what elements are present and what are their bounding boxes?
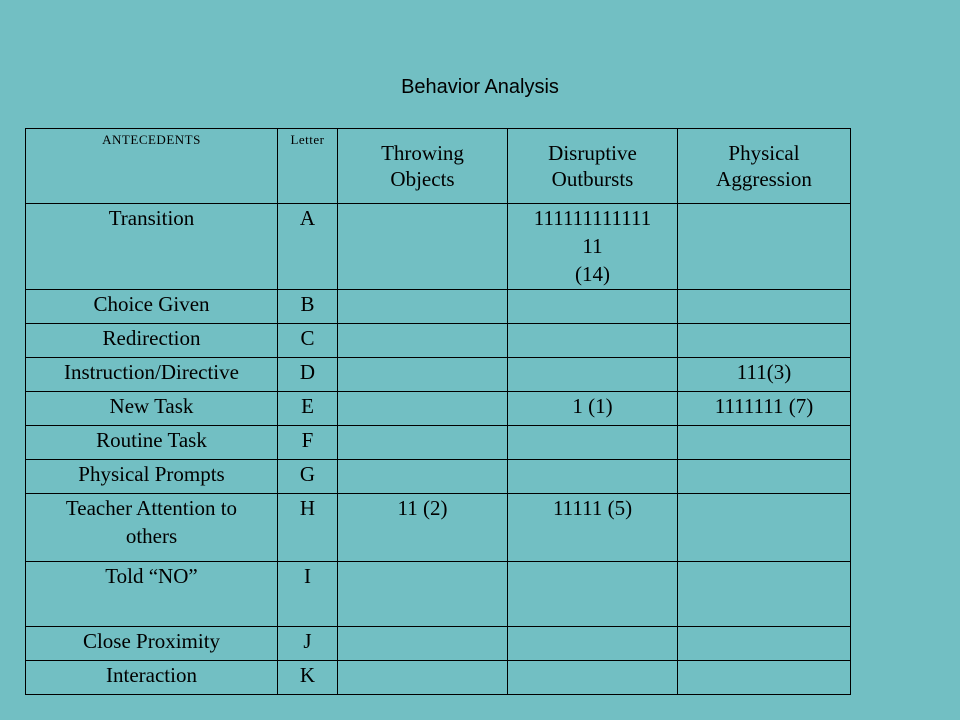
letter-cell: C: [278, 324, 338, 358]
table-row: [26, 290, 851, 324]
table-row: [26, 460, 851, 494]
antecedent-cell: Transition: [26, 204, 278, 290]
header-antecedents: ANTECEDENTS: [26, 129, 278, 204]
letter-cell: G: [278, 460, 338, 494]
disruptive-cell: [508, 661, 678, 695]
letter-cell: K: [278, 661, 338, 695]
letter-cell: B: [278, 290, 338, 324]
throwing-cell: [338, 290, 508, 324]
table-row: [26, 661, 851, 695]
disruptive-cell: [508, 290, 678, 324]
letter-cell: D: [278, 358, 338, 392]
physical-cell: [678, 627, 851, 661]
throwing-cell: [338, 324, 508, 358]
letter-cell: F: [278, 426, 338, 460]
header-throwing-objects: Throwing Objects: [338, 129, 508, 204]
table-row: [26, 562, 851, 627]
disruptive-cell: [508, 324, 678, 358]
header-disruptive-outbursts: Disruptive Outbursts: [508, 129, 678, 204]
physical-cell: [678, 426, 851, 460]
table-row: [26, 204, 851, 290]
table-row: [26, 426, 851, 460]
disruptive-cell: [508, 627, 678, 661]
letter-cell: H: [278, 494, 338, 562]
table-row: [26, 392, 851, 426]
header-letter: Letter: [278, 129, 338, 204]
table-row: [26, 358, 851, 392]
throwing-cell: [338, 392, 508, 426]
disruptive-cell: 11111 (5): [508, 494, 678, 562]
throwing-cell: [338, 460, 508, 494]
antecedent-cell: Routine Task: [26, 426, 278, 460]
letter-cell: A: [278, 204, 338, 290]
throwing-cell: 11 (2): [338, 494, 508, 562]
physical-cell: [678, 324, 851, 358]
physical-cell: [678, 460, 851, 494]
antecedent-cell: Told “NO”: [26, 562, 278, 627]
antecedent-cell: Choice Given: [26, 290, 278, 324]
behavior-table: [25, 128, 851, 695]
antecedent-cell: Close Proximity: [26, 627, 278, 661]
disruptive-cell: [508, 460, 678, 494]
table-row: [26, 494, 851, 562]
disruptive-cell: [508, 426, 678, 460]
slide-title: Behavior Analysis: [401, 76, 559, 98]
table-row: [26, 627, 851, 661]
table-row: [26, 324, 851, 358]
letter-cell: E: [278, 392, 338, 426]
antecedent-cell: New Task: [26, 392, 278, 426]
physical-cell: 111(3): [678, 358, 851, 392]
disruptive-cell: [508, 562, 678, 627]
physical-cell: 1111111 (7): [678, 392, 851, 426]
antecedent-cell: Physical Prompts: [26, 460, 278, 494]
throwing-cell: [338, 562, 508, 627]
physical-cell: [678, 290, 851, 324]
throwing-cell: [338, 204, 508, 290]
physical-cell: [678, 204, 851, 290]
throwing-cell: [338, 661, 508, 695]
disruptive-cell: 111111111111 11 (14): [508, 204, 678, 290]
throwing-cell: [338, 358, 508, 392]
throwing-cell: [338, 426, 508, 460]
antecedent-cell: Instruction/Directive: [26, 358, 278, 392]
physical-cell: [678, 661, 851, 695]
antecedent-cell: Interaction: [26, 661, 278, 695]
antecedent-cell: Redirection: [26, 324, 278, 358]
letter-cell: J: [278, 627, 338, 661]
letter-cell: I: [278, 562, 338, 627]
header-physical-aggression: Physical Aggression: [678, 129, 851, 204]
disruptive-cell: 1 (1): [508, 392, 678, 426]
throwing-cell: [338, 627, 508, 661]
antecedent-cell: Teacher Attention to others: [26, 494, 278, 562]
physical-cell: [678, 562, 851, 627]
disruptive-cell: [508, 358, 678, 392]
physical-cell: [678, 494, 851, 562]
table-header-row: [26, 129, 851, 204]
